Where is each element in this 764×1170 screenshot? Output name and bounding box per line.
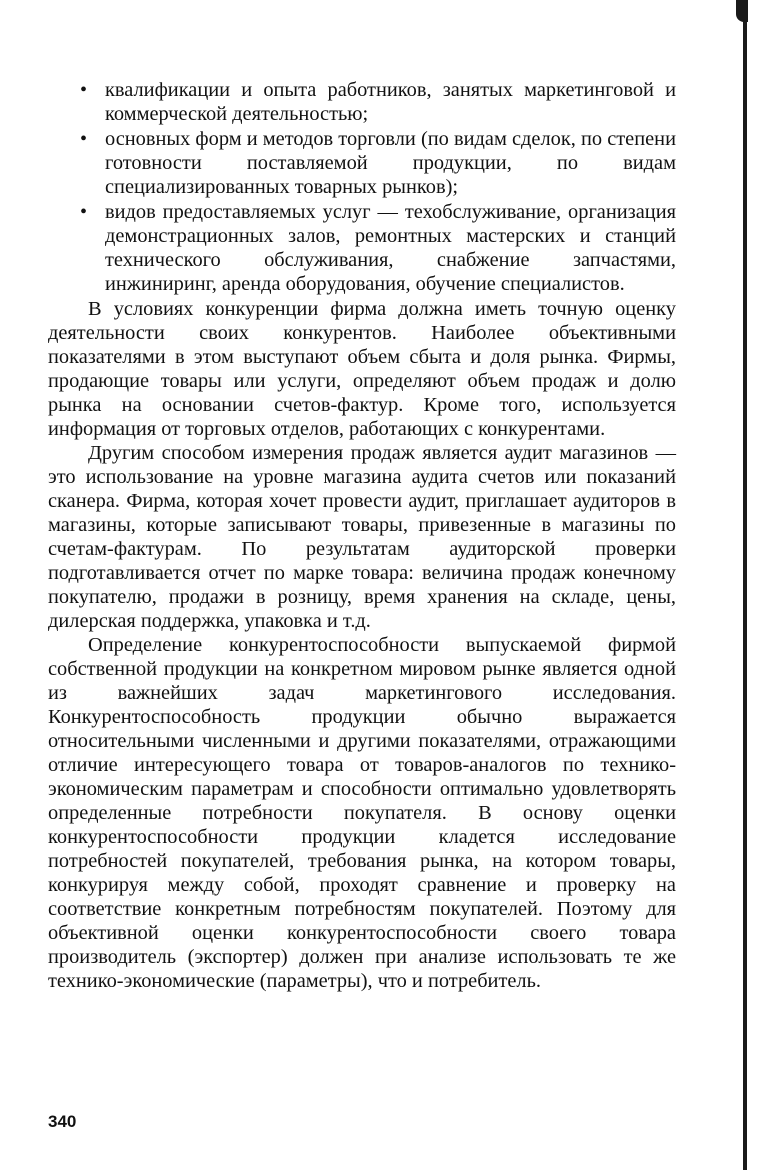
page-body	[48, 78, 676, 993]
bullet-icon: •	[80, 79, 88, 101]
bullet-item	[48, 127, 676, 199]
paragraph: Определение конкурентоспособности выпускаемой фирмой собственной продукции на конкретном мировом рынке является одной из важнейших задач маркетингового исследования. Конкурентоспособность продукции обычно выражается относительными численными и другими показателями, отражающими отличие интересующего товара от товаров-аналогов по технико-экономическим параметрам и способности оптимально удовлетворять определенные потребности покупателя. В основу оценки конкурентоспособности продукции кладется исследование потребностей покупателей, требования рынка, на котором товары, конкурируя между собой, проходят сравнение и проверку на соответствие конкретным потребностям покупателей. Поэтому для объективной оценки конкурентоспособности своего товара производитель (экспортер) должен при анализе использовать те же технико-экономические (параметры), что и потребитель.	[48, 634, 676, 992]
page-number: 340	[48, 1112, 77, 1131]
paragraph: Другим способом измерения продаж является аудит магазинов — это использование на уровне магазина аудита счетов или показаний сканера. Фирма, которая хочет провести аудит, приглашает аудиторов в магазины, которые записывают товары, привезенные в магазины по счетам-фактурам. По результатам аудиторской проверки подготавливается отчет по марке товара: величина продаж конечному покупателю, продажи в розницу, время хранения на складе, цены, дилерская поддержка, упаковка и т.д.	[48, 442, 676, 632]
bullet-item	[48, 78, 676, 126]
bullet-icon: •	[80, 128, 88, 150]
paragraph: В условиях конкуренции фирма должна иметь точную оценку деятельности своих конкурентов. Наиболее объективными показателями в этом выступают объем сбыта и доля рынка. Фирмы, продающие товары или услуги, определяют объем продаж и долю рынка на основании счетов-фактур. Кроме того, используется информация от торговых отделов, работающих с конкурентами.	[48, 298, 676, 440]
bullet-item	[48, 200, 676, 296]
bullet-list	[48, 78, 676, 296]
bullet-icon: •	[80, 201, 88, 223]
bullet-text: квалификации и опыта работников, занятых маркетинговой и коммерческой деятельностью;	[105, 79, 676, 125]
bullet-text: видов предоставляемых услуг — техобслуживание, организация демонстрационных залов, ремонтных мастерских и станций технического обслуживания, снабжение запчастями, инжиниринг, аренда оборудования, обучение специалистов.	[105, 201, 676, 295]
binding-edge	[743, 0, 747, 1170]
bullet-text: основных форм и методов торговли (по видам сделок, по степени готовности поставляемой продукции, по видам специализированных товарных рынков);	[105, 128, 676, 198]
